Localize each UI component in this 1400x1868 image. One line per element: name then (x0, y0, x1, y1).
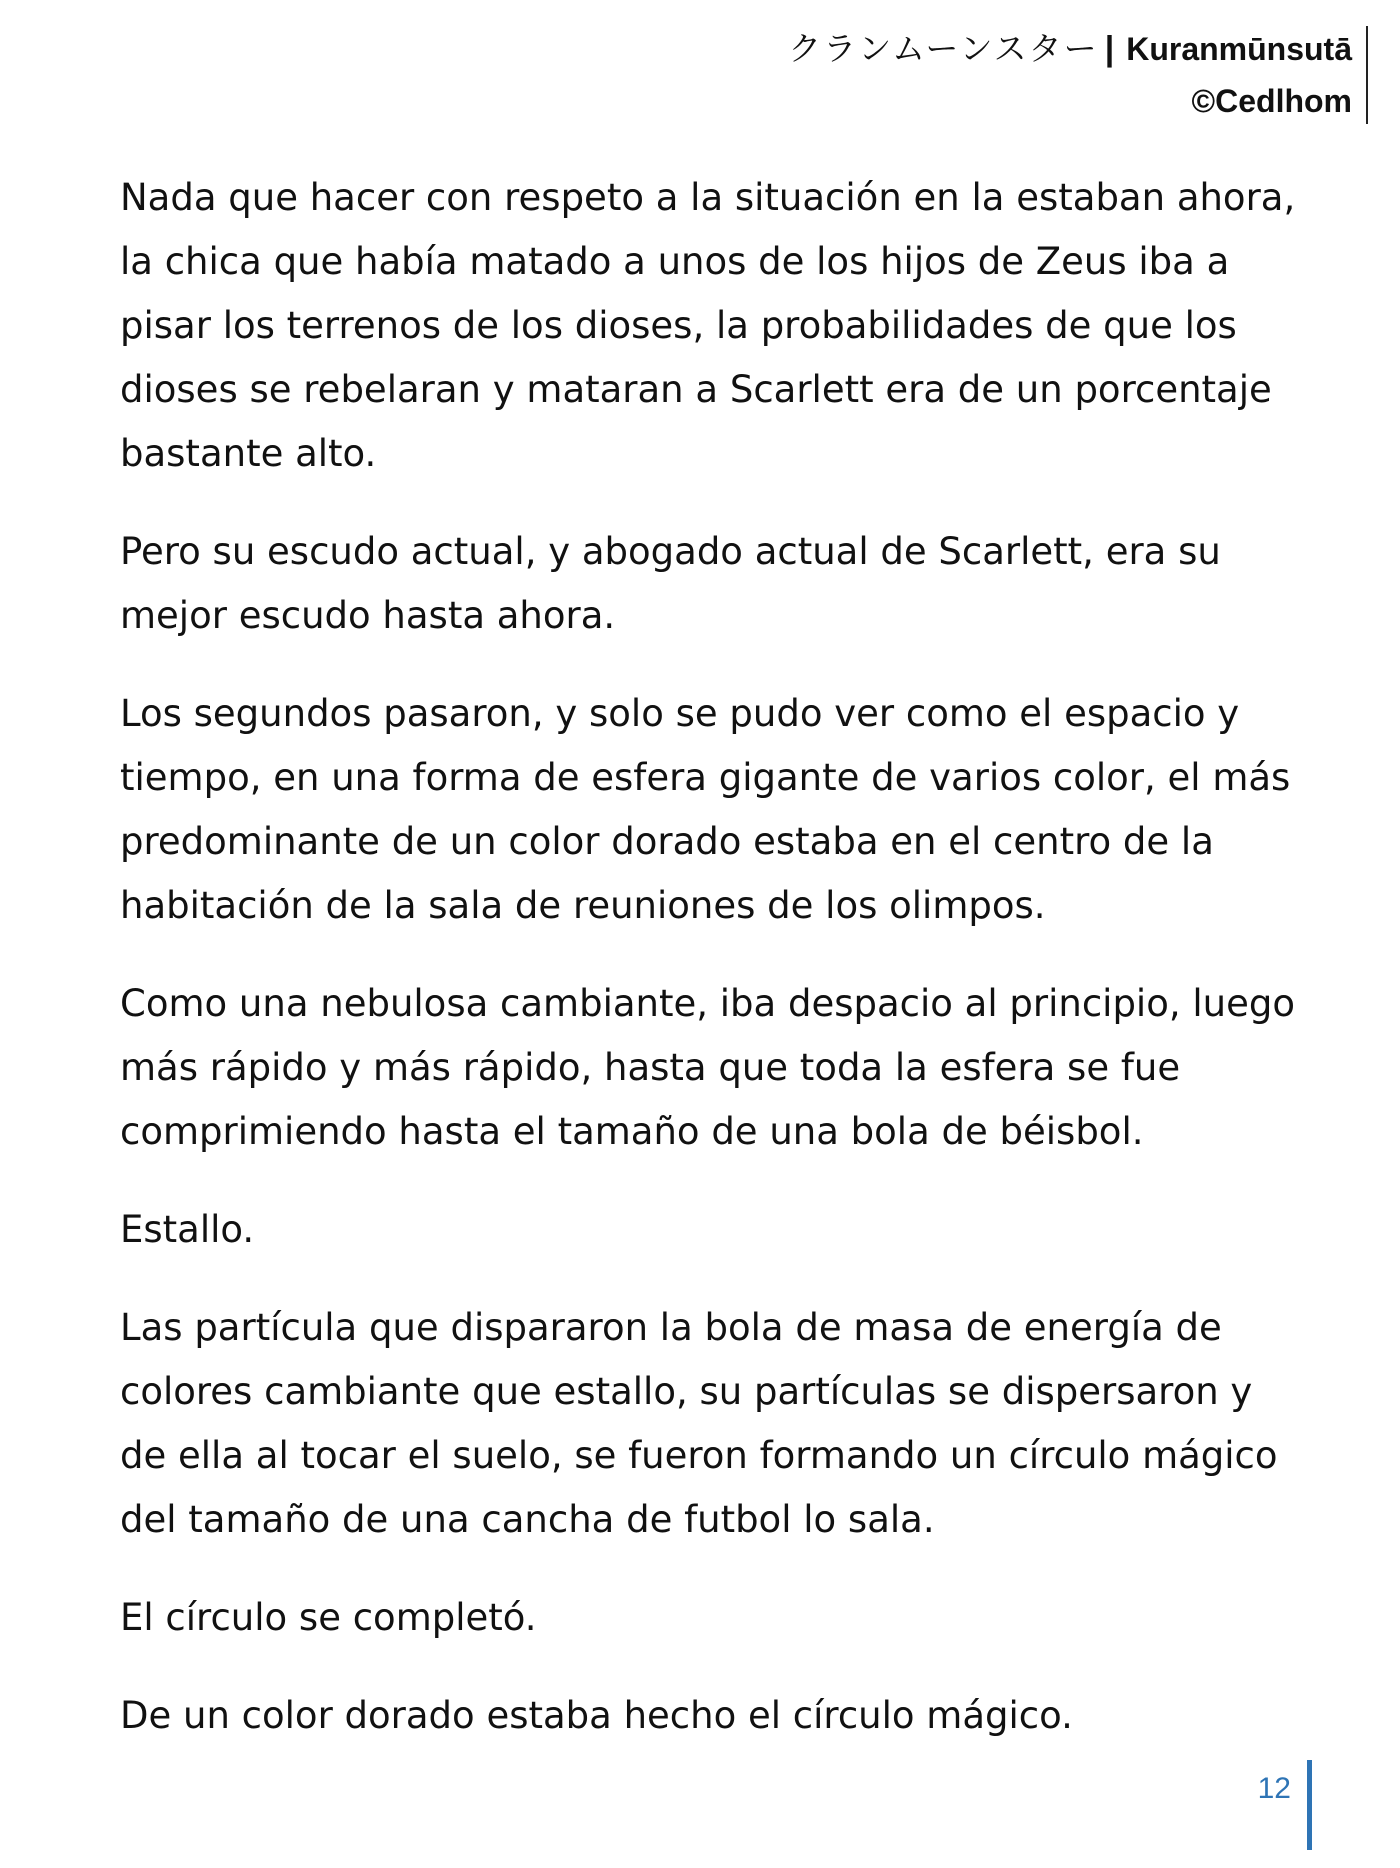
header-romanized-title: Kuranmūnsutā (1126, 31, 1352, 67)
paragraph (120, 972, 1320, 1164)
body-text (120, 166, 1320, 1782)
text-line: Las partícula que dispararon la bola de masa de energía de (120, 1306, 1222, 1349)
text-line: Pero su escudo actual, y abogado actual de Scarlett, era su (120, 530, 1221, 573)
text-line: más rápido y más rápido, hasta que toda la esfera se fue (120, 1046, 1181, 1089)
text-line: bastante alto. (120, 432, 377, 475)
text-line: dioses se rebelaran y mataran a Scarlett era de un porcentaje (120, 368, 1272, 411)
paragraph (120, 1586, 1320, 1650)
text-line: colores cambiante que estallo, su partículas se dispersaron y (120, 1370, 1253, 1413)
text-line: pisar los terrenos de los dioses, la probabilidades de que los (120, 304, 1237, 347)
text-line: Los segundos pasaron, y solo se pudo ver como el espacio y (120, 692, 1240, 735)
text-line: de ella al tocar el suelo, se fueron formando un círculo mágico (120, 1434, 1278, 1477)
header-copyright: ©Cedlhom (1191, 83, 1352, 119)
text-line: De un color dorado estaba hecho el círculo mágico. (120, 1694, 1073, 1737)
header-separator: | (1104, 30, 1115, 68)
page-number: 12 (1257, 1772, 1291, 1805)
text-line: Nada que hacer con respeto a la situación en la estaban ahora, (120, 176, 1296, 219)
text-line: la chica que había matado a unos de los hijos de Zeus iba a (120, 240, 1230, 283)
header-title-line (788, 26, 1352, 78)
text-line: tiempo, en una forma de esfera gigante de varios color, el más (120, 756, 1291, 799)
paragraph (120, 166, 1320, 486)
text-line: El círculo se completó. (120, 1596, 537, 1639)
paragraph (120, 1198, 1320, 1262)
header-japanese-title: クランムーンスター (788, 29, 1099, 68)
text-line: Como una nebulosa cambiante, iba despacio al principio, luego (120, 982, 1295, 1025)
text-line: del tamaño de una cancha de futbol lo sala. (120, 1498, 935, 1541)
text-line: mejor escudo hasta ahora. (120, 594, 616, 637)
page-header (788, 26, 1368, 124)
text-line: predominante de un color dorado estaba en el centro de la (120, 820, 1214, 863)
paragraph (120, 682, 1320, 938)
page-number-marker (1258, 1760, 1312, 1850)
paragraph (120, 520, 1320, 648)
paragraph (120, 1296, 1320, 1552)
text-line: habitación de la sala de reuniones de los olimpos. (120, 884, 1046, 927)
text-line: comprimiendo hasta el tamaño de una bola de béisbol. (120, 1110, 1144, 1153)
paragraph (120, 1684, 1320, 1748)
text-line: Estallo. (120, 1208, 255, 1251)
